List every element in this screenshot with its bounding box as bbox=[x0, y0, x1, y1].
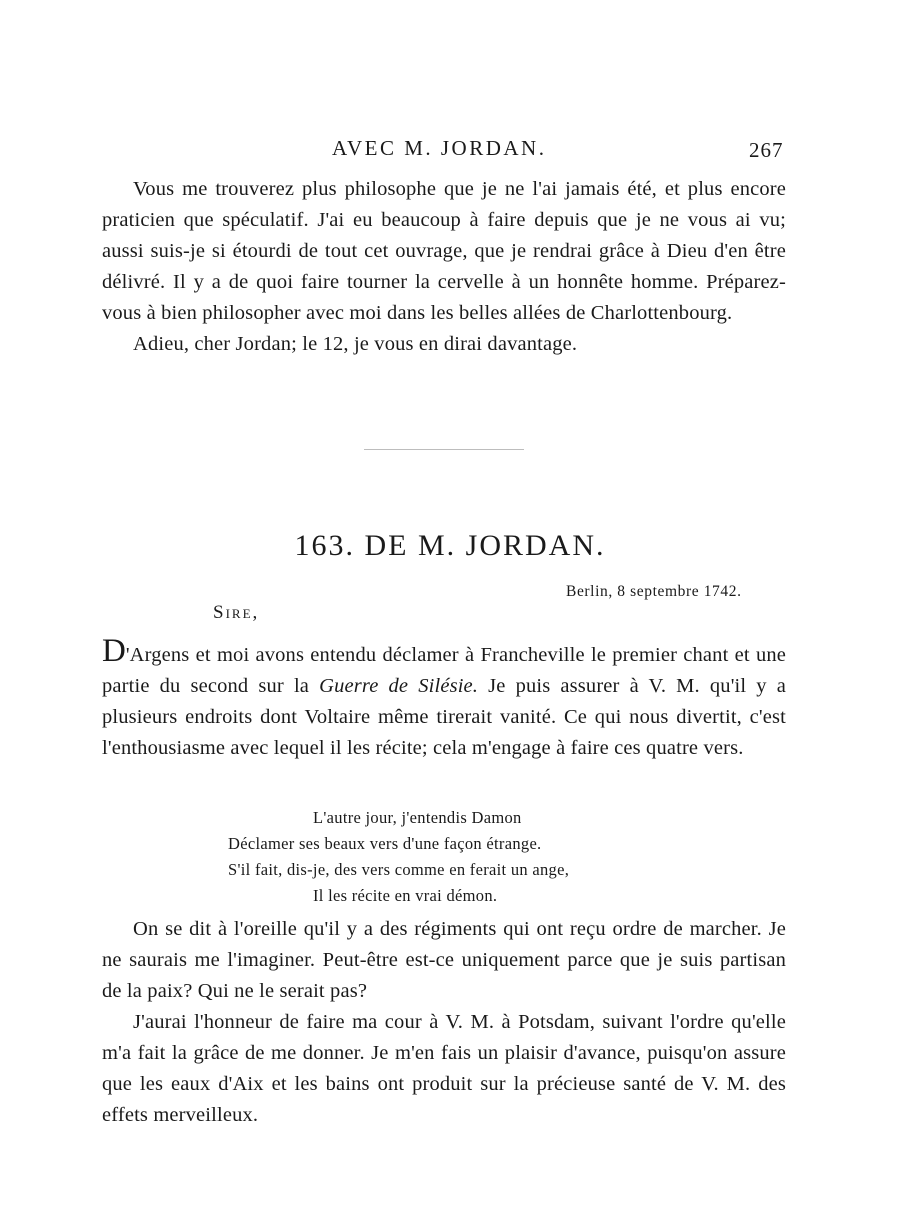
opening-text-continued: Je puis assurer à V. M. qu'il y a plusieurs endroits dont Voltaire même tirerait vanité. Ce qui nous divertit, c'est l'enthousiasme avec lequel il les récite; cela m'engage à faire ces quatre vers. bbox=[102, 675, 786, 759]
opening-text: 'Argens et moi avons entendu déclamer à Francheville le premier chant et une partie du second sur la bbox=[102, 644, 786, 697]
verse-line: Déclamer ses beaux vers d'une façon étrange. bbox=[228, 834, 542, 853]
letter-heading: 163. DE M. JORDAN. bbox=[294, 529, 606, 562]
verse-line: Il les récite en vrai démon. bbox=[313, 886, 498, 905]
running-head bbox=[0, 136, 900, 166]
salutation: Sire, bbox=[213, 602, 260, 623]
paragraph: On se dit à l'oreille qu'il y a des régiments qui ont reçu ordre de marcher. Je ne saurais me l'imaginer. Peut-être est-ce uniquement parce que je suis partisan de la paix? Qui ne le serait pas? bbox=[102, 918, 786, 1002]
verse-line: S'il fait, dis-je, des vers comme en ferait un ange, bbox=[228, 860, 570, 879]
dateline: Berlin, 8 septembre 1742. bbox=[566, 583, 742, 600]
running-title: AVEC M. JORDAN. bbox=[332, 136, 547, 160]
drop-cap: D bbox=[102, 633, 126, 669]
verse-line: L'autre jour, j'entendis Damon bbox=[313, 808, 522, 827]
opening-paragraph bbox=[102, 633, 786, 764]
previous-letter-ending bbox=[102, 174, 786, 360]
paragraph: Adieu, cher Jordan; le 12, je vous en dirai davantage. bbox=[133, 333, 578, 355]
work-title: Guerre de Silésie. bbox=[319, 675, 479, 697]
section-separator bbox=[364, 449, 524, 450]
letter-closing bbox=[102, 914, 786, 1131]
page-number: 267 bbox=[749, 138, 784, 162]
letter-opening bbox=[102, 633, 786, 764]
paragraph: J'aurai l'honneur de faire ma cour à V. M. à Potsdam, suivant l'ordre qu'elle m'a fait la grâce de me donner. Je m'en fais un plaisir d'avance, puisqu'on assure que les eaux d'Aix et les bains ont produit sur la précieuse santé de V. M. des effets merveilleux. bbox=[102, 1011, 786, 1126]
paragraph: Vous me trouverez plus philosophe que je ne l'ai jamais été, et plus encore praticien que spéculatif. J'ai eu beaucoup à faire depuis que je ne vous ai vu; aussi suis-je si étourdi de tout cet ouvrage, que je rendrai grâce à Dieu d'en être délivré. Il y a de quoi faire tourner la cervelle à un honnête homme. Préparez-vous à bien philosopher avec moi dans les belles allées de Charlottenbourg. bbox=[102, 178, 786, 324]
